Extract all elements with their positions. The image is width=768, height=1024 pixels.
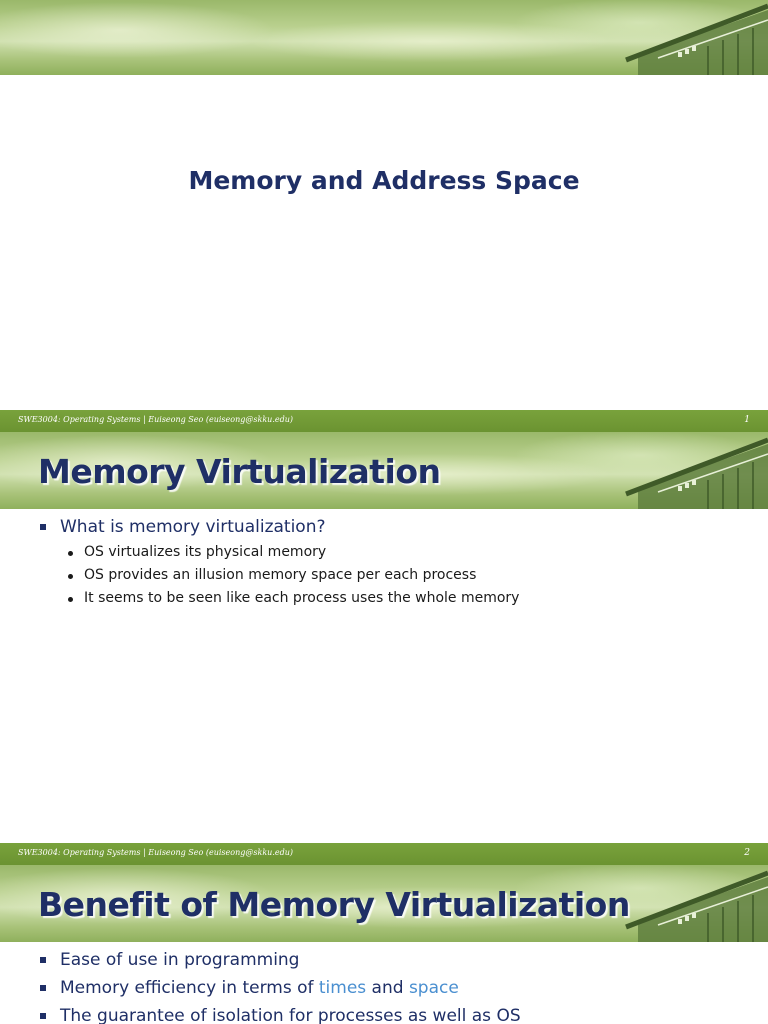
slide-3-banner bbox=[0, 865, 768, 942]
slide-1-banner bbox=[0, 0, 768, 75]
page-number: 2 bbox=[744, 848, 750, 858]
slide-heading: Memory Virtualization bbox=[38, 452, 441, 491]
list-item bbox=[38, 541, 519, 564]
footer-course-text: SWE3004: Operating Systems | Euiseong Seo (euiseong@skku.edu) bbox=[18, 415, 293, 424]
sub-bullet-text: OS virtualizes its physical memory bbox=[84, 544, 327, 560]
footer-course-text: SWE3004: Operating Systems | Euiseong Seo (euiseong@skku.edu) bbox=[18, 848, 293, 857]
sub-bullet-text: OS provides an illusion memory space per each process bbox=[84, 567, 477, 583]
square-bullet-icon bbox=[40, 1013, 46, 1019]
bullet-list bbox=[38, 513, 519, 610]
bullet-text-prefix: Memory efficiency in terms of bbox=[60, 978, 319, 998]
highlight-times: times bbox=[318, 978, 367, 998]
sub-bullet-text: It seems to be seen like each process uses the whole memory bbox=[84, 590, 520, 606]
bullet-text: Ease of use in programming bbox=[60, 950, 300, 970]
list-item bbox=[38, 974, 521, 1002]
bullet-text-mid: and bbox=[366, 978, 409, 998]
list-item bbox=[38, 1002, 521, 1024]
dot-bullet-icon bbox=[68, 597, 73, 602]
square-bullet-icon bbox=[40, 957, 46, 963]
slide-1-footer bbox=[0, 410, 768, 432]
list-item bbox=[38, 513, 519, 541]
slide-2-footer bbox=[0, 843, 768, 865]
page-number: 1 bbox=[744, 415, 750, 425]
bullet-list bbox=[38, 946, 521, 1024]
square-bullet-icon bbox=[40, 985, 46, 991]
bullet-text: What is memory virtualization? bbox=[60, 517, 326, 537]
traditional-roof-building-icon bbox=[618, 432, 768, 509]
list-item bbox=[38, 946, 521, 974]
bullet-text: The guarantee of isolation for processes as well as OS bbox=[60, 1006, 521, 1024]
list-item bbox=[38, 587, 519, 610]
title-slide-title: Memory and Address Space bbox=[188, 166, 580, 195]
slide-heading: Benefit of Memory Virtualization bbox=[38, 885, 630, 924]
list-item bbox=[38, 564, 519, 587]
dot-bullet-icon bbox=[68, 551, 73, 556]
dot-bullet-icon bbox=[68, 574, 73, 579]
square-bullet-icon bbox=[40, 524, 46, 530]
slide-2-banner bbox=[0, 432, 768, 509]
traditional-roof-building-icon bbox=[618, 0, 768, 75]
traditional-roof-building-icon bbox=[618, 865, 768, 942]
highlight-space: space bbox=[408, 978, 459, 998]
